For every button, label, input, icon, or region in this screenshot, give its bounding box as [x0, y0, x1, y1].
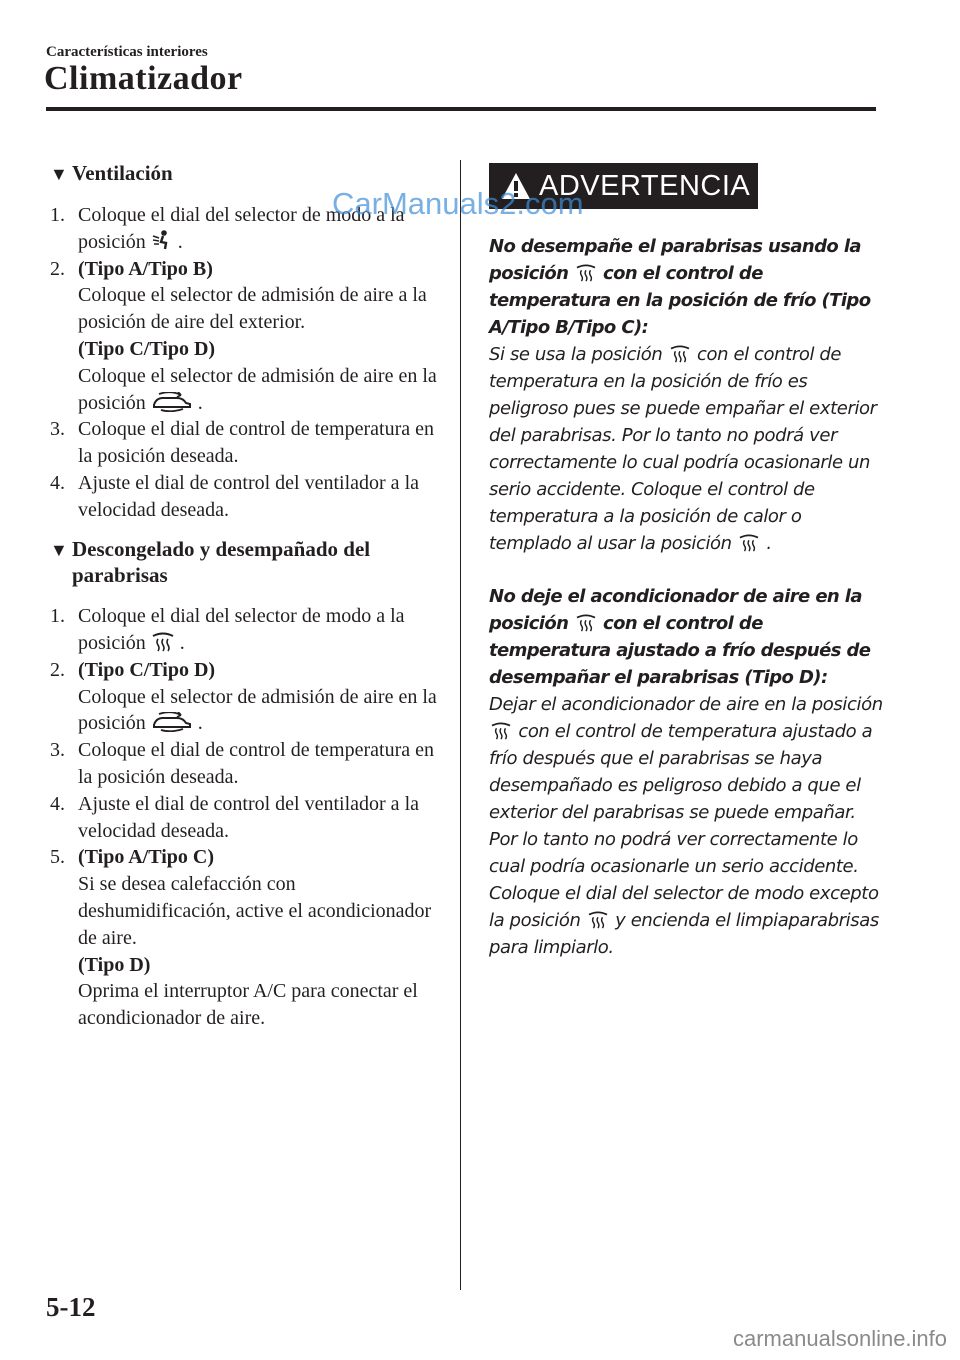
list-item: [50, 657, 445, 737]
warning-body-text: y encienda el limpiaparabrisas para limpiarlo.: [489, 910, 879, 958]
type-label: (Tipo A/Tipo C): [78, 846, 214, 869]
outside-air-icon: [151, 392, 193, 412]
step-number: 1.: [50, 605, 65, 628]
step-text: Coloque el dial del selector de modo a la posición: [78, 605, 405, 654]
step-number: 3.: [50, 418, 65, 441]
outside-air-icon: [151, 712, 193, 732]
ventilation-heading: [50, 160, 445, 188]
warning-bold-text: No deje el acondicionador de aire en la posición: [489, 586, 862, 634]
defroster-icon: [574, 614, 598, 632]
list-item: [50, 844, 445, 1032]
defroster-icon: [574, 264, 598, 282]
step-text: Coloque el dial de control de temperatura en la posición deseada.: [78, 739, 434, 788]
warning-body-text: con el control de temperatura ajustado a frío después que el parabrisas se haya desempañado es peligroso debido a que el exterior del parabrisas se puede empañar. Por lo tanto no podrá ver correctamente lo cual podría ocasionarle un serio accidente.: [489, 721, 873, 877]
step-text-end: .: [197, 712, 203, 735]
step-text: Coloque el dial del selector de modo a la posición: [78, 204, 405, 253]
step-text-end: .: [179, 631, 185, 654]
step-text: Coloque el dial de control de temperatura en la posición deseada.: [78, 418, 434, 468]
step-text: Coloque el selector de admisión de aire en la posición: [78, 364, 437, 414]
step-text: Oprima el interruptor A/C para conectar el acondicionador de aire.: [78, 980, 418, 1030]
step-number: 2.: [50, 658, 65, 681]
warning-text: [489, 233, 884, 961]
defroster-icon: [737, 534, 761, 552]
list-item: [50, 416, 445, 470]
step-number: 4.: [50, 792, 65, 815]
right-column: [489, 163, 884, 961]
triangle-bullet-icon: ▼: [50, 164, 68, 184]
step-text: Coloque el selector de admisión de aire en la posición: [78, 685, 437, 735]
defrost-heading-text: Descongelado y desempañado del parabrisas: [72, 536, 371, 588]
step-number: 5.: [50, 846, 65, 869]
step-number: 2.: [50, 257, 65, 280]
step-text-end: .: [197, 391, 203, 414]
warning-body-text: Coloque el dial del selector de modo excepto la posición: [489, 883, 879, 931]
step-text: Ajuste el dial de control del ventilador a la velocidad deseada.: [78, 792, 419, 842]
defrost-heading: [50, 536, 445, 590]
column-divider: [460, 160, 461, 1290]
defroster-icon: [151, 632, 175, 652]
triangle-bullet-icon: ▼: [50, 539, 68, 560]
defrost-steps: [50, 603, 445, 1032]
warning-bold-text: No desempañe el parabrisas usando la posición: [489, 236, 861, 284]
type-label: (Tipo A/Tipo B): [78, 257, 213, 280]
type-label: (Tipo C/Tipo D): [78, 658, 216, 681]
step-text: Coloque el selector de admisión de aire a la posición de aire del exterior.: [78, 284, 427, 334]
warning-body-text: con el control de temperatura en la posición de frío es peligroso pues se puede empañar el exterior del parabrisas. Por lo tanto no podrá ver correctamente lo cual podría ocasionarle un serio accidente. Coloque el control de temperatura a la posición de calor o templado al usar la posición: [489, 344, 877, 554]
warning-label: ADVERTENCIA: [539, 169, 751, 202]
page-number: 5-12: [46, 1292, 96, 1322]
watermark-bottom: carmanualsonline.info: [733, 1326, 948, 1351]
watermark-top: CarManuals2.com: [332, 186, 584, 221]
section-label: Características interiores: [46, 44, 208, 60]
ventilation-heading-text: Ventilación: [72, 161, 173, 185]
step-text: Si se desea calefacción con deshumidificación, active el acondicionador de aire.: [78, 873, 432, 949]
warning-body-text: Dejar el acondicionador de aire en la posición: [489, 694, 883, 715]
list-item: [50, 791, 445, 845]
warning-body-text: .: [766, 533, 772, 554]
step-number: 1.: [50, 204, 65, 226]
type-label: (Tipo D): [78, 953, 151, 976]
ventilation-steps: [50, 202, 445, 524]
warning-body-text: Si se usa la posición: [489, 344, 663, 365]
step-number: 3.: [50, 739, 65, 762]
defroster-icon: [586, 911, 610, 929]
list-item: [50, 470, 445, 524]
list-item: [50, 256, 445, 417]
type-label: (Tipo C/Tipo D): [78, 337, 216, 360]
step-text-end: .: [177, 230, 183, 253]
face-vent-icon: [151, 229, 173, 251]
list-item: [50, 603, 445, 657]
chapter-title: Climatizador: [44, 60, 243, 97]
step-text: Ajuste el dial de control del ventilador a la velocidad deseada.: [78, 471, 419, 521]
warning-bold-text: con el control de temperatura en la posición de frío (Tipo A/Tipo B/Tipo C):: [489, 263, 871, 338]
list-item: [50, 737, 445, 791]
step-number: 4.: [50, 471, 65, 494]
title-rule: [46, 107, 876, 111]
defroster-icon: [489, 722, 513, 740]
defroster-icon: [668, 345, 692, 363]
left-column: [50, 160, 445, 1032]
warning-bold-text: con el control de temperatura ajustado a frío después de desempañar el parabrisas (Tipo D):: [489, 613, 871, 688]
